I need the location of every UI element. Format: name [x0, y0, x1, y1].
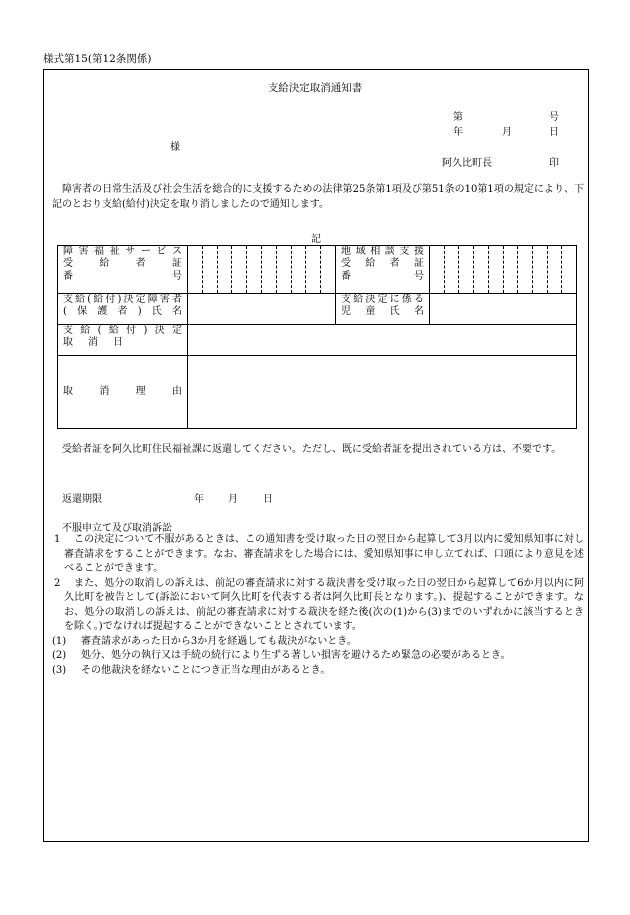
decided-person-name-field[interactable]: [188, 294, 336, 325]
return-notice: 受給者証を阿久比町住民福祉課に返還してください。ただし、既に受給者証を提出されている方は、不要です。: [62, 444, 562, 455]
doc-date-day: 日: [549, 127, 559, 138]
cancel-reason-label: 取消理由: [58, 356, 188, 429]
doc-number-suffix: 号: [549, 112, 559, 123]
appeal-heading: 不服申立て及び取消訴訟: [62, 523, 172, 534]
welfare-cert-number-field[interactable]: [188, 246, 336, 294]
return-deadline-month: 月: [228, 494, 238, 505]
return-deadline-day: 日: [263, 494, 273, 505]
welfare-cert-label: 障害福祉サービス 受給者証 番号: [58, 246, 188, 294]
issuer-title: 阿久比町長: [442, 158, 492, 169]
ki-label: 記: [311, 234, 321, 245]
consult-cert-number-field[interactable]: [430, 246, 577, 294]
recipient-suffix: 様: [170, 142, 180, 153]
child-name-label: 支給決定に係る 児童氏名: [336, 294, 430, 325]
decided-person-label: 支給(給付)決定障害者 (保護者)氏名: [58, 294, 188, 325]
cancel-reason-field[interactable]: [188, 356, 577, 429]
document-title: 支給決定取消通知書: [267, 82, 363, 94]
issuer-seal: 印: [549, 158, 559, 169]
intro-text: 障害者の日常生活及び社会生活を総合的に支援するための法律第25条第1項及び第51条の10第1項の規定により、下記のとおり支給(給付)決定を取り消しましたので通知します。: [52, 184, 584, 210]
cancel-date-field[interactable]: [188, 325, 577, 356]
doc-date-month: 月: [502, 127, 512, 138]
form-number: 様式第15(第12条関係): [43, 53, 152, 65]
condition-item: (3) その他裁決を経ないことにつき正当な理由があるとき。: [52, 664, 331, 676]
return-deadline-label: 返還期限: [62, 494, 102, 505]
consult-cert-label: 地域相談支援 受給者証 番号: [336, 246, 430, 294]
condition-item: (2) 処分、処分の執行又は手続の続行により生ずる著しい損害を避けるため緊急の必要があるとき。: [52, 650, 511, 661]
condition-item: (1) 審査請求があった日から3か月を経過しても裁決がないとき。: [52, 635, 357, 647]
appeal-item: 2 また、処分の取消しの訴えは、前記の審査請求に対する裁決書を受け取った日の翌日から起算して6か月以内に阿久比町を被告として(訴訟において阿久比町を代表する者は阿久比町長となります。)、提起することができます。なお、処分の取消しの訴えは、前記の審査請求に対する裁決を経た後(次の(1)から(3)までのいずれかに該当するときを除く。)でなければ提起することができないこととされています。: [54, 577, 584, 632]
cancel-date-label: 支給(給付)決定 取消日: [58, 325, 188, 356]
cancel-table: [57, 245, 577, 429]
return-deadline-year: 年: [194, 494, 204, 505]
appeal-items: [52, 533, 584, 678]
appeal-item: 1 この決定について不服があるときは、この通知書を受け取った日の翌日から起算して3月以内に愛知県知事に対し審査請求をすることができます。なお、審査請求をした場合には、愛知県知事に申し立てれば、口頭により意見を述べることができます。: [54, 534, 584, 574]
doc-number-prefix: 第: [453, 112, 463, 123]
child-name-field[interactable]: [430, 294, 577, 325]
doc-date-year: 年: [453, 127, 463, 138]
